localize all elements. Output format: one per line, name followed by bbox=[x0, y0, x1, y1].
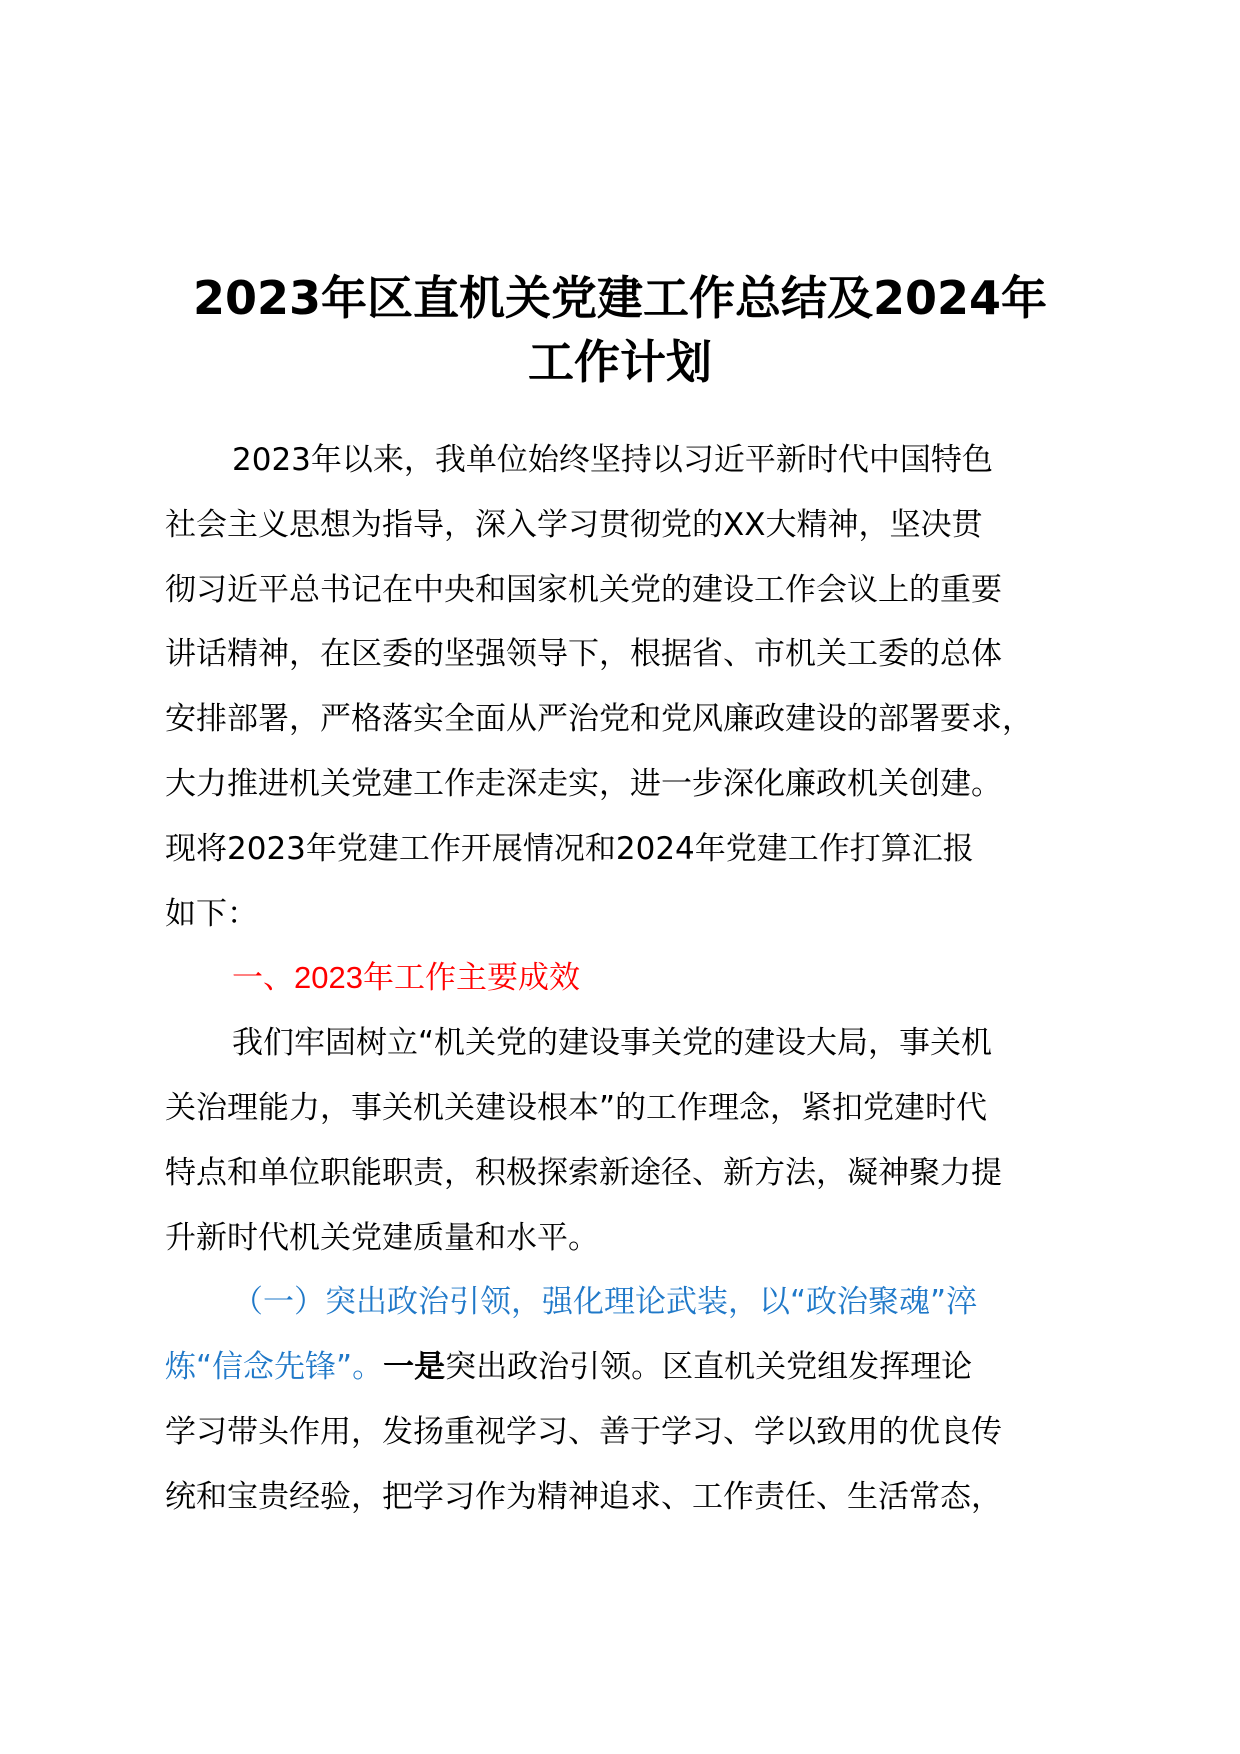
intro-line: 彻习近平总书记在中央和国家机关党的建设工作会议上的重要 bbox=[165, 571, 1002, 608]
section-line: 特点和单位职能职责，积极探索新途径、新方法，凝神聚力提 bbox=[165, 1154, 1002, 1191]
subsection-line: 学习带头作用，发扬重视学习、善于学习、学以致用的优良传 bbox=[165, 1413, 1002, 1450]
subsection-text: 突出政治引领。区直机关党组发挥理论 bbox=[445, 1349, 973, 1386]
section-line: 升新时代机关党建质量和水平。 bbox=[165, 1219, 599, 1256]
intro-line: 现将2023年党建工作开展情况和2024年党建工作打算汇报 bbox=[165, 830, 974, 867]
title-line-2: 工作计划 bbox=[528, 335, 712, 389]
intro-line: 讲话精神，在区委的坚强领导下，根据省、市机关工委的总体 bbox=[165, 636, 1002, 673]
intro-line: 社会主义思想为指导，深入学习贯彻党的XX大精神，坚决贯 bbox=[165, 506, 983, 543]
intro-line: 大力推进机关党建工作走深走实，进一步深化廉政机关创建。 bbox=[165, 765, 1002, 802]
subsection-heading-line-1: （一）突出政治引领，强化理论武装，以“政治聚魂”淬 bbox=[232, 1284, 978, 1321]
section-line: 我们牢固树立“机关党的建设事关党的建设大局，事关机 bbox=[232, 1025, 993, 1062]
title-line-1: 2023年区直机关党建工作总结及2024年 bbox=[192, 271, 1048, 325]
intro-line: 安排部署，严格落实全面从严治党和党风廉政建设的部署要求， bbox=[165, 701, 1033, 738]
intro-line: 2023年以来，我单位始终坚持以习近平新时代中国特色 bbox=[232, 442, 993, 478]
section-line: 关治理能力，事关机关建设根本”的工作理念，紧扣党建时代 bbox=[165, 1089, 988, 1126]
section-heading-1: 一、2023年工作主要成效 bbox=[232, 960, 580, 996]
subsection-heading-line-2: 炼“信念先锋”。 bbox=[165, 1349, 384, 1386]
document-body bbox=[165, 428, 1125, 1530]
intro-line: 如下： bbox=[165, 895, 258, 932]
subsection-line: 统和宝贵经验，把学习作为精神追求、工作责任、生活常态， bbox=[165, 1478, 1002, 1515]
document-title bbox=[0, 266, 1240, 394]
subsection-line-2 bbox=[165, 1335, 1125, 1400]
bold-lead: 一是 bbox=[383, 1349, 446, 1386]
